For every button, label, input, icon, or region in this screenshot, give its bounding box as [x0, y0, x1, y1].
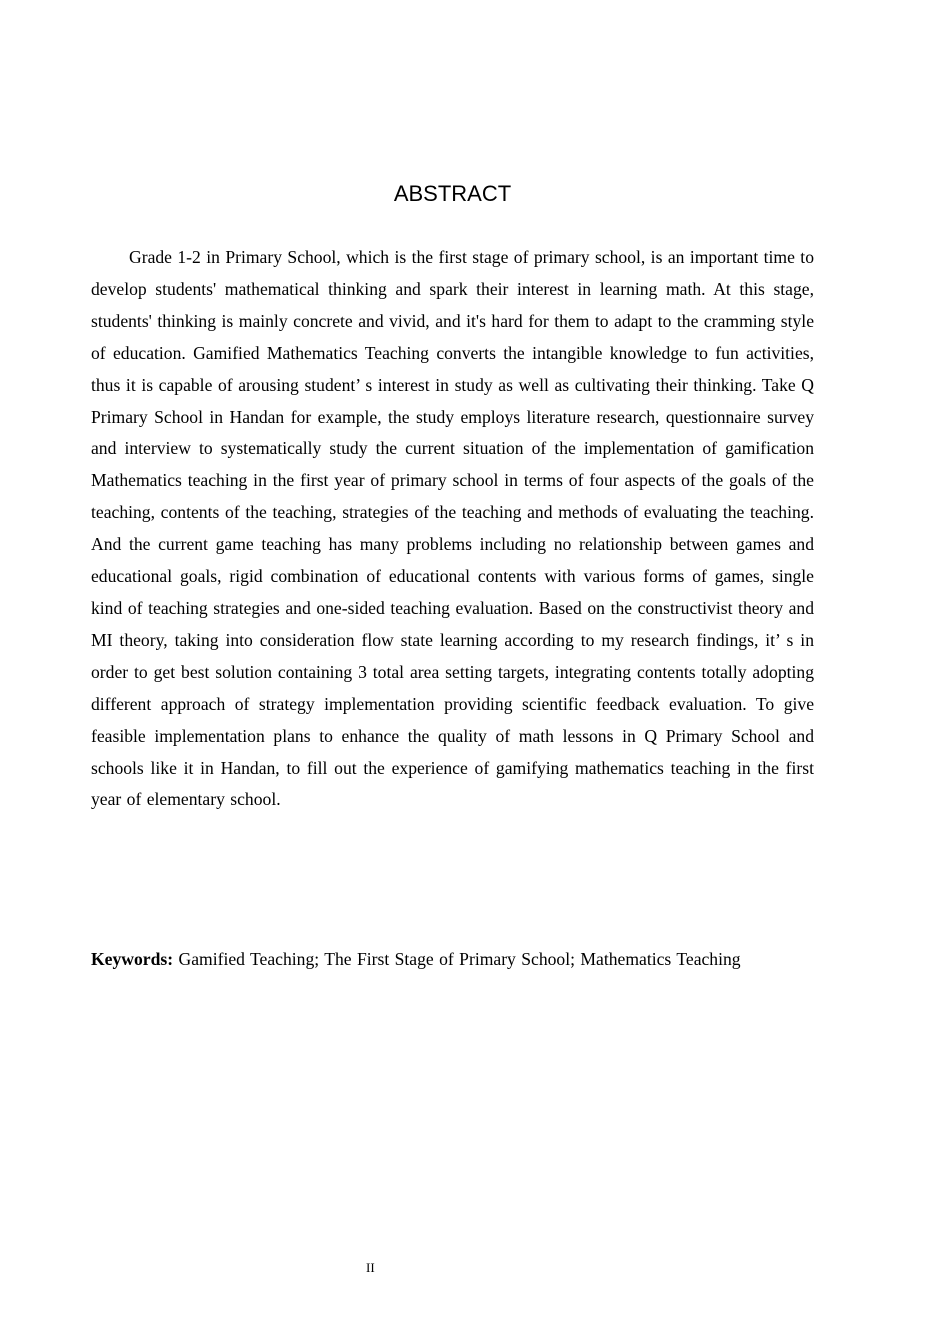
abstract-paragraph: Grade 1-2 in Primary School, which is the first stage of primary school, is an important time to develop students' mathematical thinking and spark their interest in learning math. At this stage, students' thinking is mainly concrete and vivid, and it's hard for them to adapt to the cramming style of education. Gamified Mathematics Teaching converts the intangible knowledge to fun activities, thus it is capable of arousing student’ s interest in study as well as cultivating their thinking. Take Q Primary School in Handan for example, the study employs literature research, questionnaire survey and interview to systematically study the current situation of the implementation of gamification Mathematics teaching in the first year of primary school in terms of four aspects of the goals of the teaching, contents of the teaching, strategies of the teaching and methods of evaluating the teaching. And the current game teaching has many problems including no relationship between games and educational goals, rigid combination of educational contents with various forms of games, single kind of teaching strategies and one-sided teaching evaluation. Based on the constructivist theory and MI theory, taking into consideration flow state learning according to my research findings, it’ s in order to get best solution containing 3 total area setting targets, integrating contents totally adopting different approach of strategy implementation providing scientific feedback evaluation. To give feasible implementation plans to enhance the quality of math lessons in Q Primary School and schools like it in Handan, to fill out the experience of gamifying mathematics teaching in the first year of elementary school.: [91, 247, 814, 810]
page-number: II: [366, 1260, 375, 1275]
keywords-label: Keywords:: [91, 949, 174, 969]
keywords-paragraph: [91, 944, 814, 976]
keywords-text: Gamified Teaching; The First Stage of Primary School; Mathematics Teaching: [178, 949, 741, 969]
abstract-title: ABSTRACT: [393, 181, 512, 206]
